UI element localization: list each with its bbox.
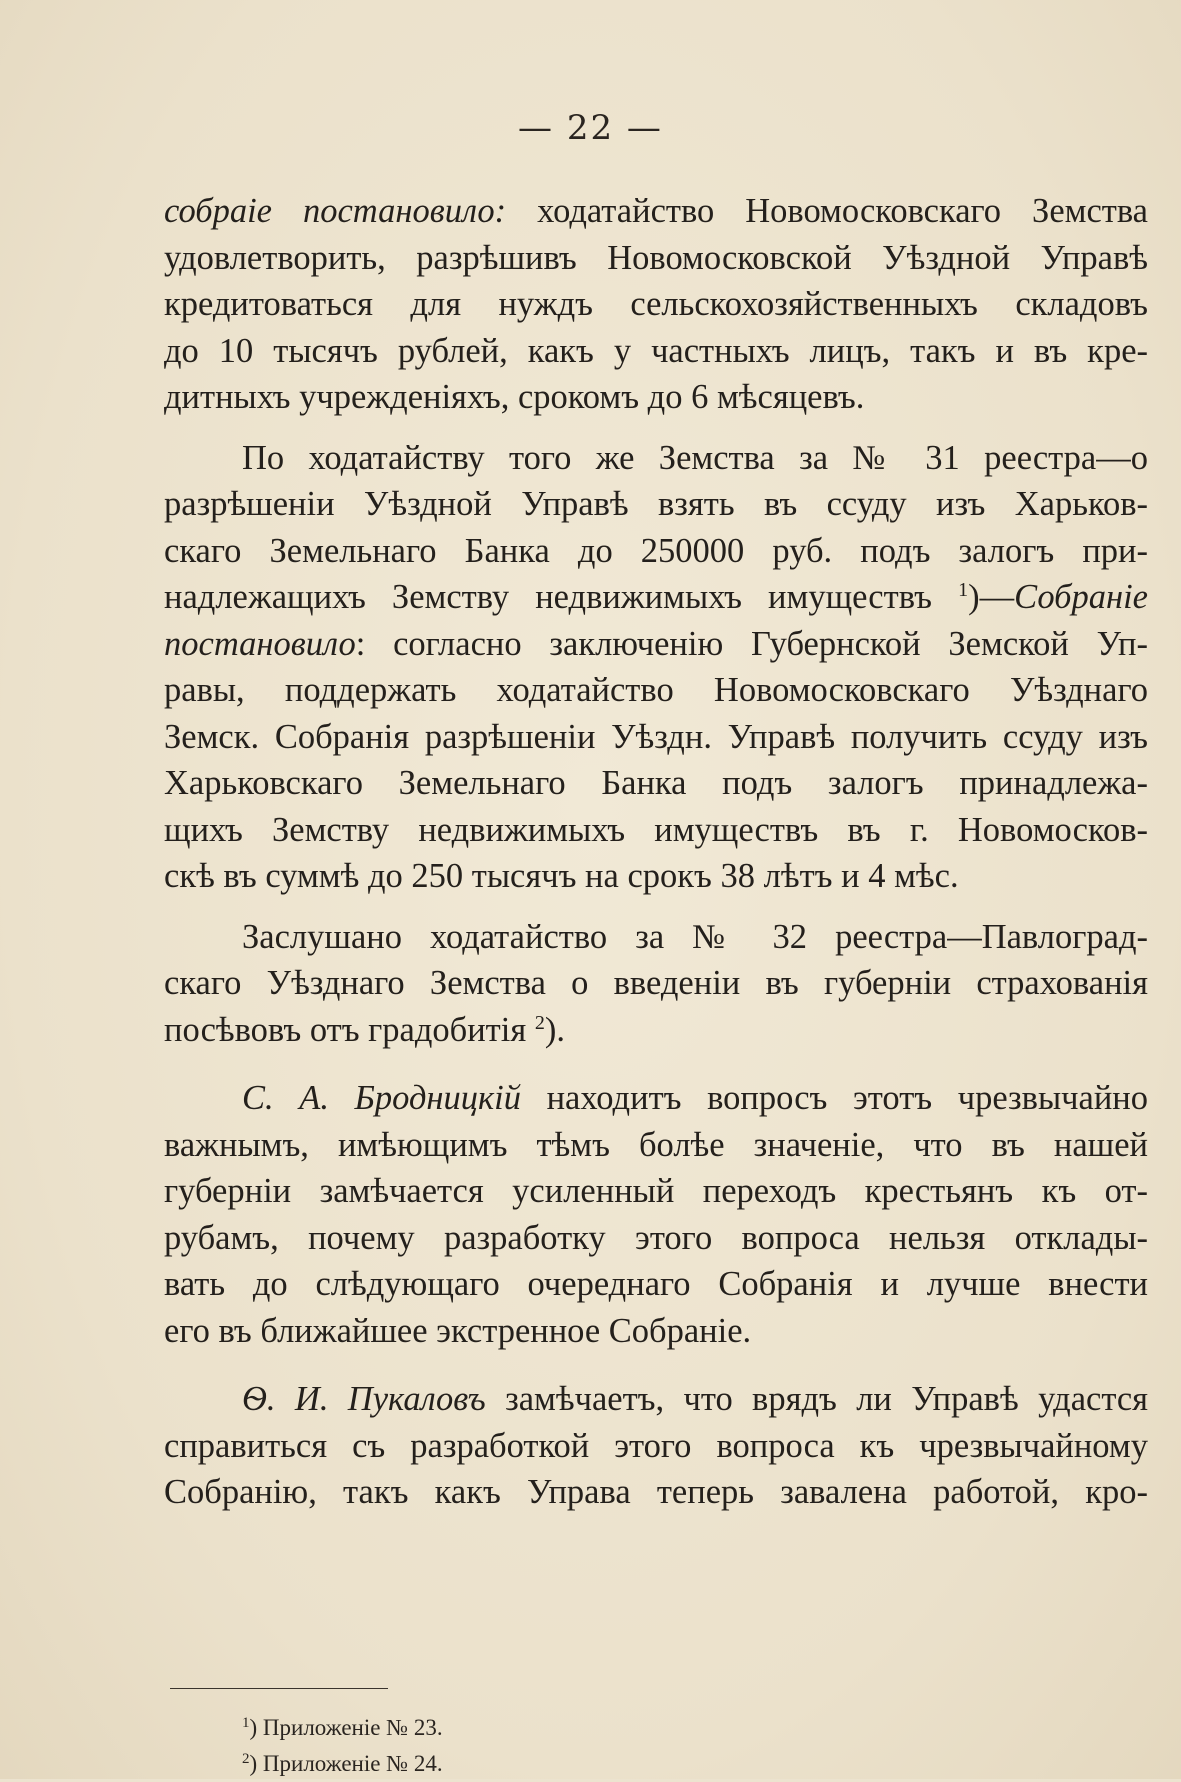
text-line: рубамъ, почему разработку этого вопроса нельзя отклады- [164,1218,1148,1257]
text-line: Харьковскаго Земельнаго Банка подъ залогъ принадлежа- [164,764,1148,802]
text-line: По ходатайству того же Земства за № 31 реестра—о [242,438,1148,477]
footnote-divider [170,1688,388,1689]
text-run: посѣвовъ отъ градобитія [164,1010,535,1049]
text-line: справиться съ разработкой этого вопроса къ чрезвычайному [164,1426,1148,1465]
text-line: важнымъ, имѣющимъ тѣмъ болѣе значеніе, что въ нашей [164,1125,1148,1164]
text-run: : согласно заключенію Губернской Земской Уп- [355,624,1148,663]
text-line: кредитоваться для нуждъ сельскохозяйственныхъ складовъ [164,285,1148,323]
italic-phrase: постановило [164,624,356,663]
text-line: скаго Земельнаго Банка до 250000 руб. подъ залогъ при- [164,531,1148,570]
paragraph-2 [164,435,1148,900]
text-line: Заслушано ходатайство за № 32 реестра—Павлоград- [242,917,1148,956]
text-line: вать до слѣдующаго очереднаго Собранія и лучше внести [164,1265,1148,1303]
text-run: )— [968,578,1015,616]
footnotes [242,1710,443,1782]
footnote-ref-1: 1 [958,579,969,601]
paragraph-5 [164,1376,1148,1516]
text-line: Земск. Собранія разрѣшеніи Уѣздн. Управѣ получить ссуду изъ [164,717,1148,756]
page-number: — 22 — [518,108,663,148]
text-line: дитныхъ учрежденіяхъ, срокомъ до 6 мѣсяцевъ. [164,378,865,416]
text-line: щихъ Земству недвижимыхъ имуществъ въ г. Новомосков- [164,810,1148,849]
text-line: до 10 тысячъ рублей, какъ у частныхъ лицъ, такъ и въ кре- [164,331,1148,370]
body-text [164,188,1148,1516]
italic-phrase: Собраніе [1014,578,1148,616]
text-line [164,1007,1148,1054]
text-line [164,1376,1148,1423]
text-line: губерніи замѣчается усиленный переходъ крестьянъ къ от- [164,1172,1148,1210]
text-run: замѣчаетъ, что врядъ ли Управѣ удастся [485,1380,1149,1418]
text-line: скѣ въ суммѣ до 250 тысячъ на срокъ 38 лѣтъ и 4 мѣс. [164,857,959,895]
text-line: скаго Уѣзднаго Земства о введеніи въ губерніи страхованія [164,964,1148,1002]
text-line [164,1075,1148,1122]
footnote-1 [242,1710,443,1746]
speaker-name: Ѳ. И. Пукаловъ [242,1380,486,1418]
footnote-text: ) Приложеніе № 23. [249,1715,443,1740]
text-line [164,188,1148,235]
text-line: равы, поддержать ходатайство Новомосковскаго Уѣзднаго [164,671,1148,709]
footnote-ref-2: 2 [534,1011,545,1034]
text-line: Собранію, такъ какъ Управа теперь завалена работой, кро- [164,1473,1148,1511]
footnote-mark: 1 [242,1715,250,1731]
paragraph-1 [164,188,1148,421]
italic-phrase: собраіе постановило: [164,192,507,230]
text-line: его въ ближайшее экстренное Собраніе. [164,1311,752,1350]
text-line: разрѣшеніи Уѣздной Управѣ взять въ ссуду изъ Харьков- [164,485,1148,523]
paragraph-3 [164,914,1148,1054]
text-run: находитъ вопросъ этотъ чрезвычайно [520,1079,1148,1117]
text-line: удовлетворить, разрѣшивъ Новомосковской Уѣздной Управѣ [164,238,1148,277]
footnote-2 [242,1746,443,1782]
footnote-text: ) Приложеніе № 24. [249,1751,443,1776]
text-line [164,574,1148,621]
paragraph-4 [164,1075,1148,1354]
text-run: надлежащихъ Земству недвижимыхъ имуществъ [164,578,959,616]
footnote-mark: 2 [242,1751,250,1767]
speaker-name: С. А. Бродницкій [242,1079,521,1117]
text-run: ). [544,1010,565,1049]
text-line [164,621,1148,668]
text-run: ходатайство Новомосковскаго Земства [506,192,1148,230]
